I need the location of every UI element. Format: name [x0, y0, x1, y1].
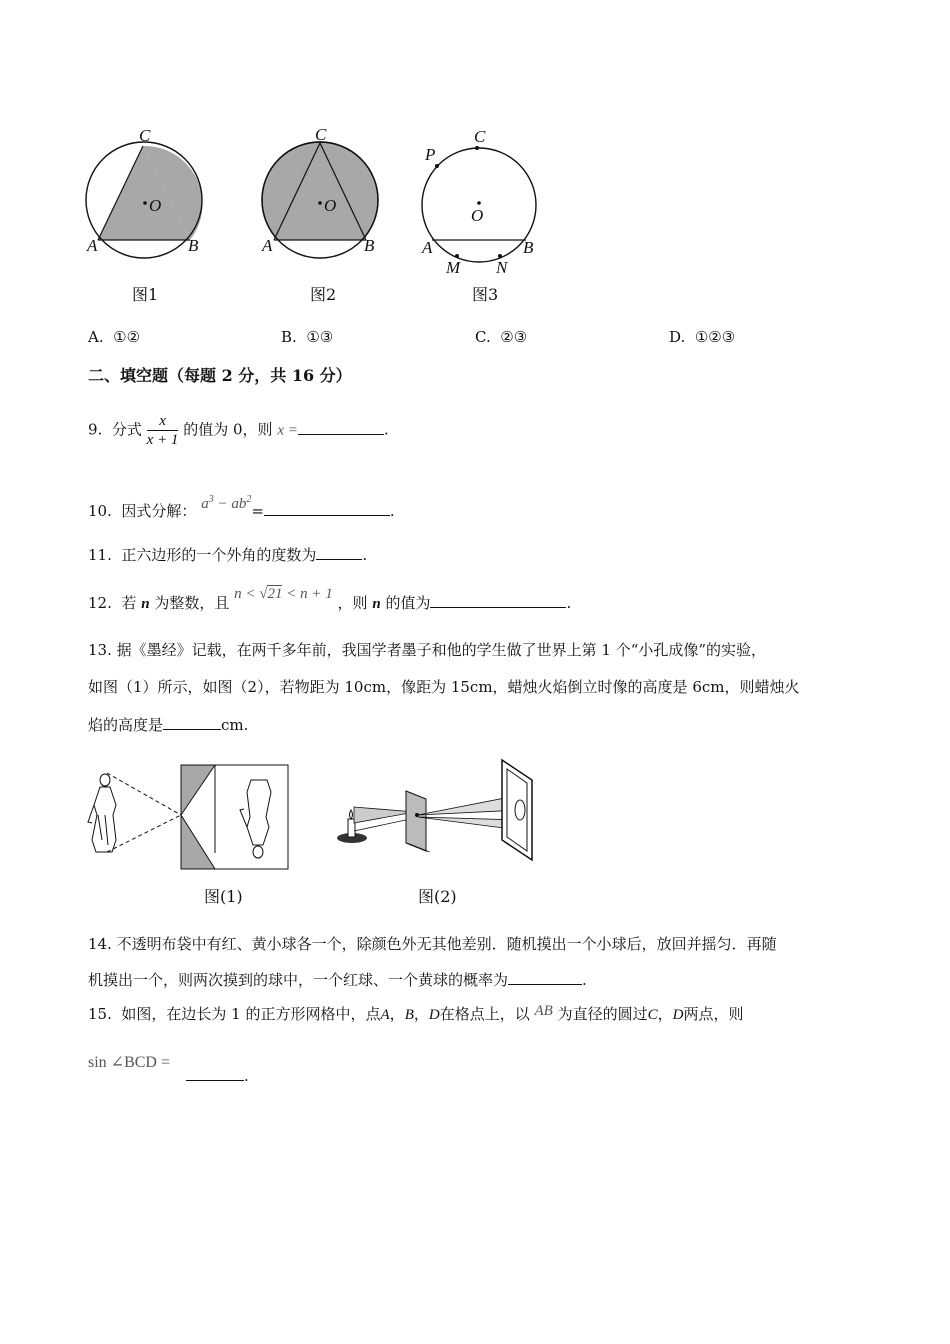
q11-answer-blank[interactable]	[316, 545, 362, 560]
q14-line2-pre: 机摸出一个，则两次摸到的球中，一个红球、一个黄球的概率为	[88, 971, 509, 989]
pinhole-figure-1	[80, 760, 295, 870]
fig2-label-A: A	[262, 236, 273, 255]
option-a-letter: A.	[88, 328, 104, 346]
figure-3-diagram	[422, 146, 536, 262]
figure-1-diagram	[86, 142, 203, 258]
q10-answer-blank[interactable]	[264, 501, 390, 516]
q12-end: .	[566, 594, 572, 612]
q9-fraction	[147, 412, 179, 449]
q15-sin-expr: sin ∠BCD =	[88, 1054, 170, 1071]
q10-end: .	[389, 502, 395, 520]
q10-math: $a^3 - ab^2$	[201, 494, 252, 512]
q14-line-1: 14. 不透明布袋中有红、黄小球各一个，除颜色外无其他差别．随机摸出一个小球后，放回并摇匀．再随	[88, 935, 777, 953]
q15-line-2	[186, 1066, 249, 1086]
q12-pre: 若	[121, 594, 137, 612]
q15-end: 两点，则	[683, 1005, 744, 1023]
q15-point-d2: D	[672, 1007, 684, 1023]
q14-line-2	[88, 970, 587, 990]
option-d[interactable]	[669, 327, 735, 347]
figure-2-diagram	[262, 142, 378, 263]
pinhole-fig2-caption: 图(2)	[418, 887, 457, 906]
option-a-text: ①②	[113, 328, 141, 346]
fig3-label-M: M	[446, 258, 461, 277]
q9-answer-blank[interactable]	[298, 420, 384, 435]
person-upright-icon	[88, 774, 116, 852]
fig3-label-A: A	[422, 238, 433, 257]
fig1-center-dot	[143, 201, 147, 205]
q15-mid: 在格点上，以	[439, 1005, 530, 1023]
q13-line-2: 如图（1）所示，如图（2），若物距为 10cm，像距为 15cm，蜡烛火焰倒立时像的高度是 6cm，则蜡烛火	[88, 678, 800, 696]
q11-number: 11.	[88, 546, 112, 564]
q12-mid1: 为整数，且	[154, 594, 230, 612]
q10-pre: 因式分解：	[121, 502, 197, 520]
q13-line-3	[88, 715, 248, 735]
fig3-caption: 图3	[472, 285, 499, 304]
option-a[interactable]	[88, 327, 140, 347]
fig3-label-B: B	[523, 238, 534, 257]
circle-figures	[0, 120, 600, 320]
fig2-label-B: B	[364, 236, 375, 255]
fig3-label-O: O	[471, 206, 484, 225]
q14-end: .	[582, 971, 587, 989]
option-d-letter: D.	[669, 328, 686, 346]
fig3-circle	[422, 148, 536, 262]
fig2-label-O: O	[324, 196, 337, 215]
option-c[interactable]	[475, 327, 527, 347]
q10-number: 10.	[88, 502, 112, 520]
fig2-caption: 图2	[310, 285, 337, 304]
fig2-center-dot	[318, 201, 322, 205]
q12-mid2: ，则	[337, 594, 368, 612]
q9-pre: 分式	[111, 420, 142, 439]
fig3-center-dot	[477, 201, 481, 205]
q13-line3-pre: 焰的高度是	[88, 716, 164, 734]
question-9	[88, 412, 389, 449]
fig2-bottom-segment	[274, 240, 366, 263]
q15-point-b: B	[404, 1007, 414, 1023]
q15-ab: AB	[534, 1003, 553, 1019]
q14-answer-blank[interactable]	[508, 970, 582, 985]
q11-text: 正六边形的一个外角的度数为	[121, 546, 317, 564]
fig3-label-C: C	[474, 127, 486, 146]
option-b-letter: B.	[281, 328, 297, 346]
q9-frac-den: x + 1	[146, 432, 179, 448]
q9-math: x =	[277, 422, 298, 439]
q15-point-c: C	[647, 1007, 658, 1023]
q15-pre: 如图，在边长为 1 的正方形网格中，点	[121, 1005, 381, 1023]
q15-point-d: D	[428, 1007, 440, 1023]
q13-answer-blank[interactable]	[163, 715, 221, 730]
q15-answer-blank[interactable]	[186, 1066, 244, 1081]
section-title: 二、填空题（每题 2 分，共 16 分）	[88, 366, 352, 385]
fig1-label-O: O	[149, 196, 162, 215]
q12-inequality: n < √21 < n + 1	[234, 586, 333, 602]
fig2-label-C: C	[315, 125, 327, 144]
fig1-label-C: C	[139, 126, 151, 145]
pinhole-figure-2	[330, 755, 540, 865]
option-c-letter: C.	[475, 328, 491, 346]
fig3-label-P: P	[425, 145, 436, 164]
q15-line-1: 15. 如图，在边长为 1 的正方形网格中，点A，B，D在格点上，以 AB 为直径的圆过C，D两点，则	[88, 1003, 744, 1023]
option-b-text: ①③	[306, 328, 334, 346]
q13-line3-post: cm.	[221, 716, 249, 734]
q12-answer-blank[interactable]	[430, 593, 566, 608]
q9-number: 9.	[88, 420, 103, 439]
q11-end: .	[362, 546, 368, 564]
fig1-label-A: A	[87, 236, 98, 255]
option-c-text: ②③	[500, 328, 528, 346]
option-b[interactable]	[281, 327, 333, 347]
q15-number: 15.	[88, 1005, 112, 1023]
fig1-label-B: B	[188, 236, 199, 255]
q12-number: 12.	[88, 594, 112, 612]
q15-point-a: A	[380, 1007, 390, 1023]
question-12	[88, 583, 571, 613]
fig1-caption: 图1	[132, 285, 159, 304]
q12-mid3: 的值为	[385, 594, 431, 612]
q12-n1: n	[141, 596, 150, 612]
q10-eq: =	[251, 502, 264, 520]
q9-end: .	[383, 420, 389, 439]
q13-line-1: 13. 据《墨经》记载，在两千多年前，我国学者墨子和他的学生做了世界上第 1 个“小孔成像”的实验，	[88, 641, 767, 659]
pinhole-fig1-caption: 图(1)	[204, 887, 243, 906]
question-10	[88, 490, 395, 520]
q12-n2: n	[372, 596, 381, 612]
q15-mid2: 为直径的圆过	[557, 1005, 648, 1023]
q9-frac-num: x	[147, 412, 179, 431]
fig3-label-N: N	[496, 258, 508, 277]
q15-end2: .	[244, 1067, 249, 1085]
q9-mid: 的值为 0，则	[183, 420, 273, 439]
option-d-text: ①②③	[694, 328, 736, 346]
question-11	[88, 545, 367, 565]
